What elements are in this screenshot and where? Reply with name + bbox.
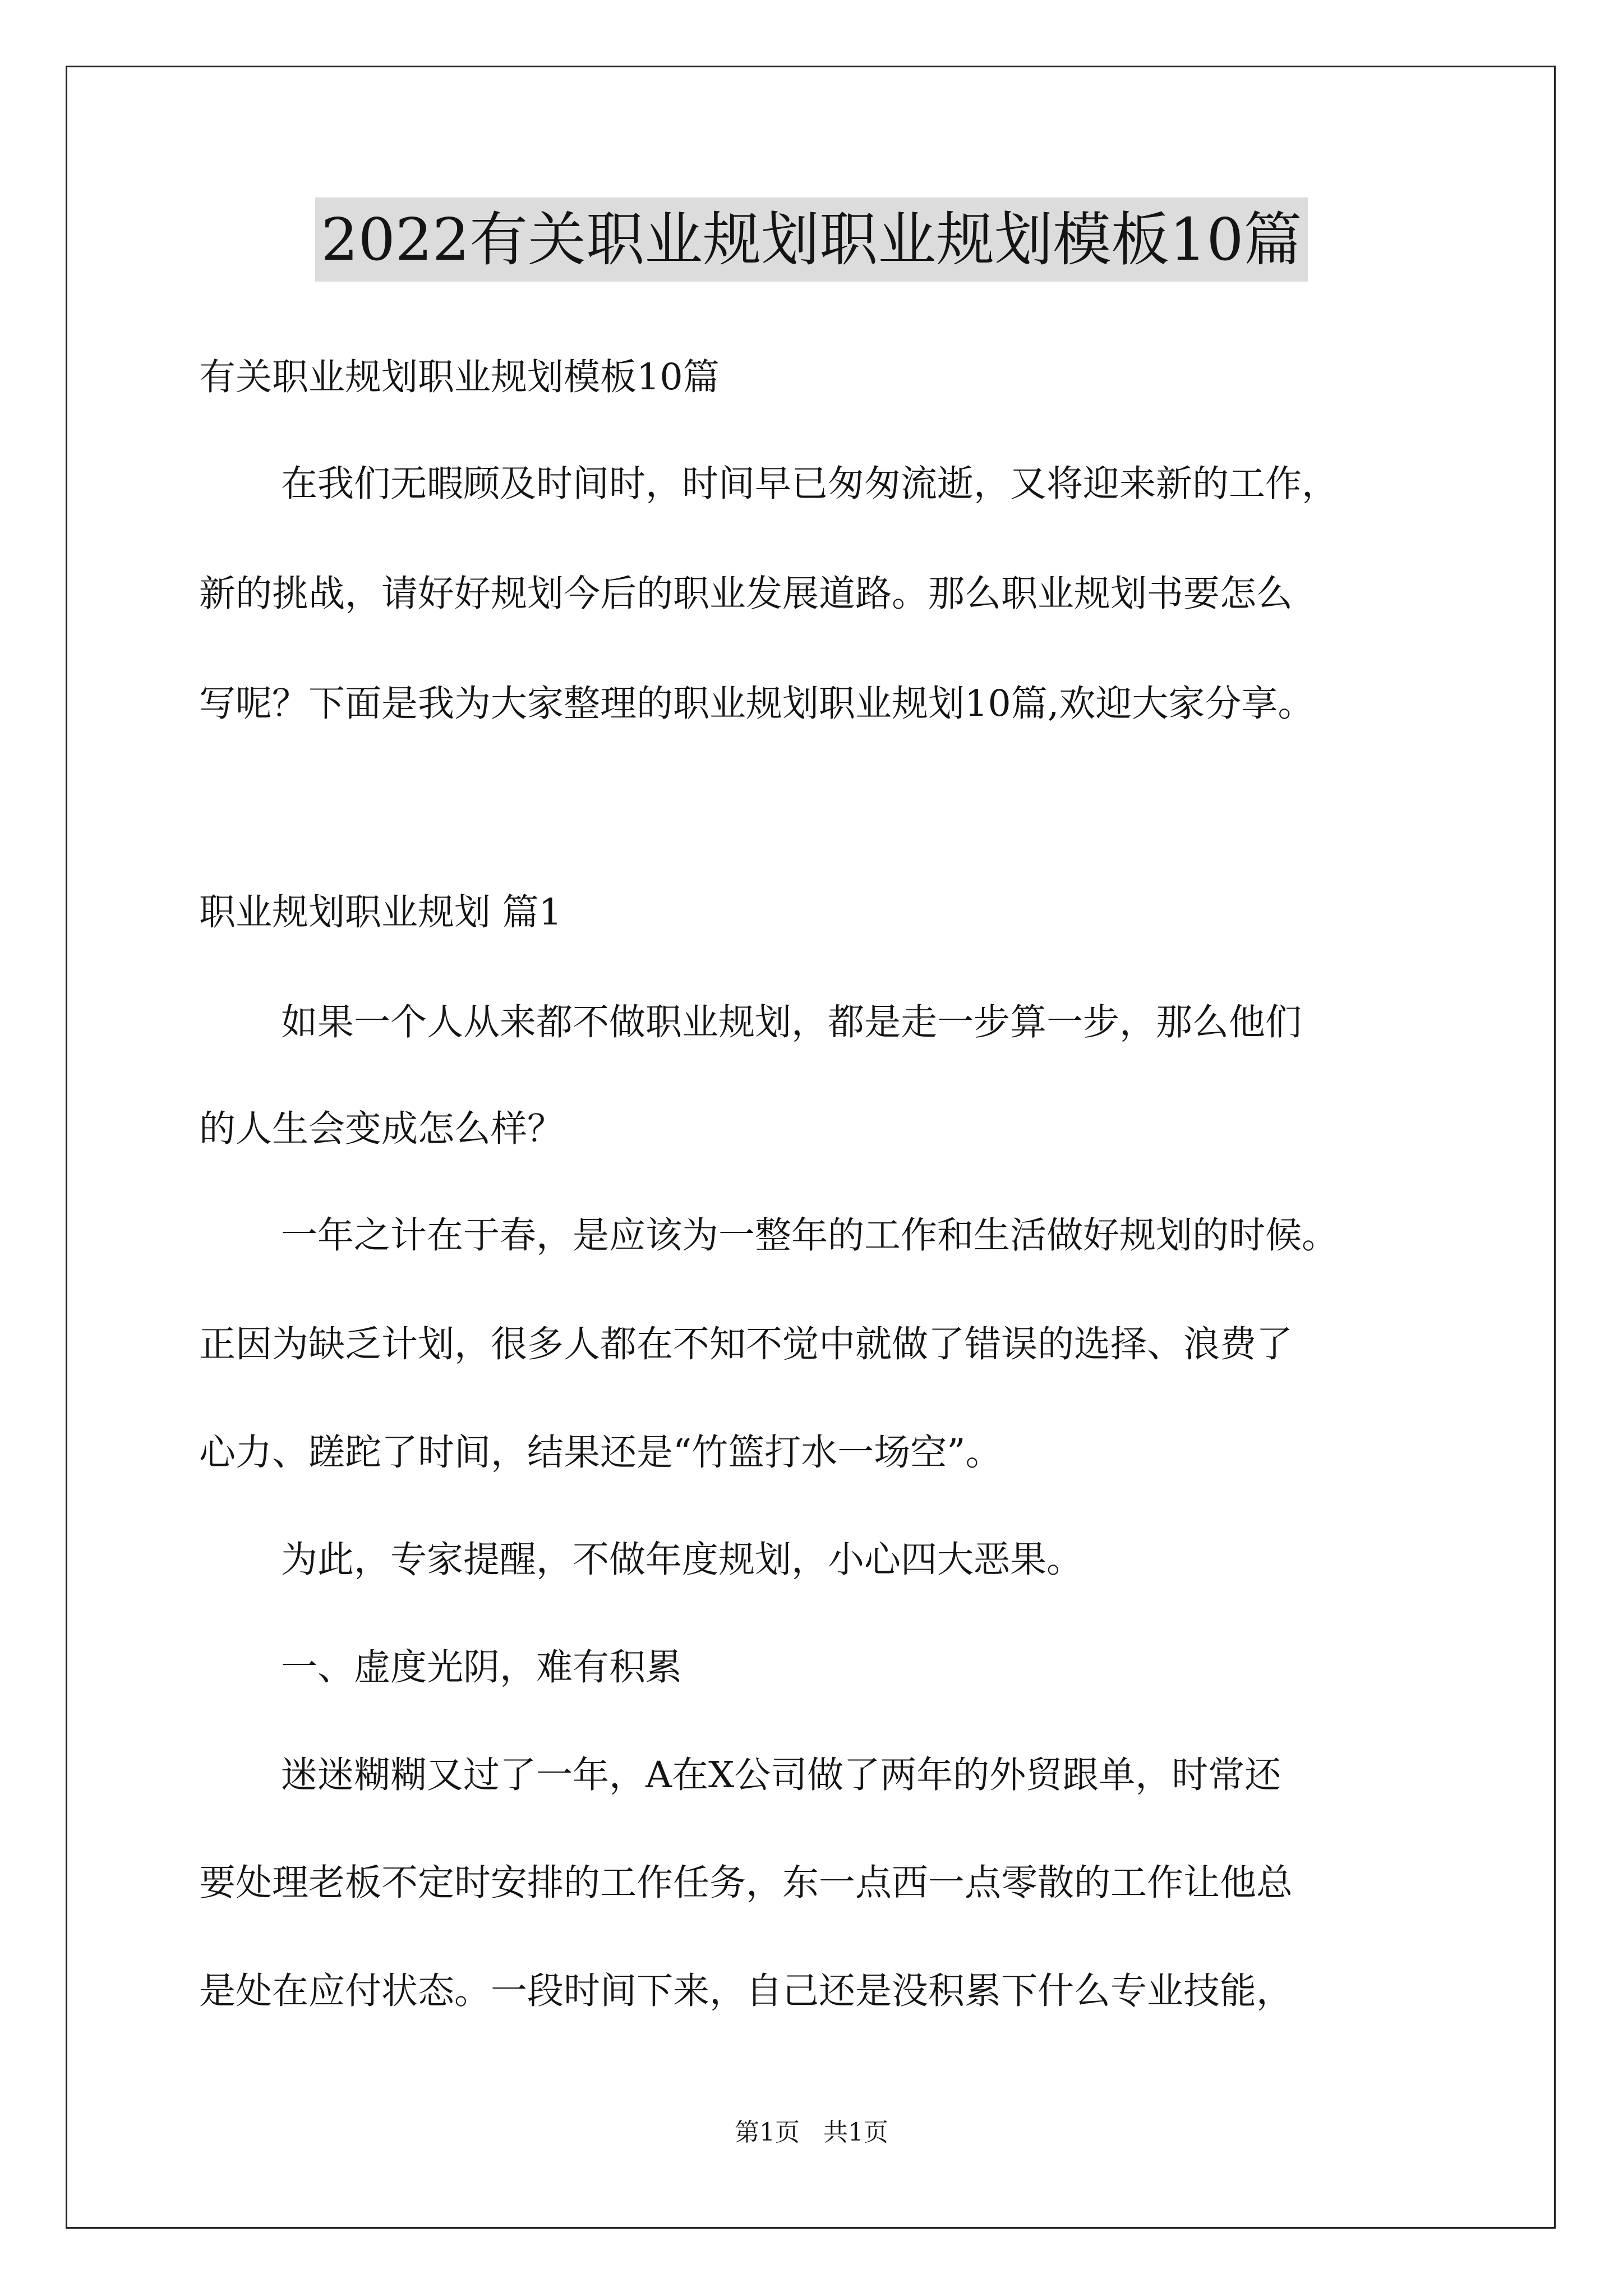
body-line-4: 正因为缺乏计划，很多人都在不知不觉中就做了错误的选择、浪费了 [199, 1323, 1293, 1365]
intro-line-2: 新的挑战，请好好规划今后的职业发展道路。那么职业规划书要怎么 [199, 573, 1293, 615]
body-line-8: 迷迷糊糊又过了一年，A在X公司做了两年的外贸跟单，时常还 [281, 1754, 1281, 1796]
body-line-10: 是处在应付状态。一段时间下来，自己还是没积累下什么专业技能， [199, 1970, 1293, 2012]
body-line-9: 要处理老板不定时安排的工作任务，东一点西一点零散的工作让他总 [199, 1862, 1293, 1904]
body-line-1: 如果一个人从来都不做职业规划，都是走一步算一步，那么他们 [281, 1001, 1302, 1043]
page-footer: 第1页 共1页 [735, 2118, 888, 2147]
body-line-6: 为此，专家提醒，不做年度规划，小心四大恶果。 [281, 1539, 1083, 1581]
body-line-2: 的人生会变成怎么样？ [199, 1108, 564, 1150]
body-line-3: 一年之计在于春，是应该为一整年的工作和生活做好规划的时候。 [281, 1214, 1339, 1257]
body-line-7: 一、虚度光阴，难有积累 [281, 1646, 683, 1688]
intro-line-1: 在我们无暇顾及时间时，时间早已匆匆流逝，又将迎来新的工作， [281, 463, 1339, 505]
section-heading: 职业规划职业规划 篇1 [199, 891, 562, 933]
document-subtitle: 有关职业规划职业规划模板10篇 [199, 356, 720, 398]
title-container [0, 197, 1623, 282]
intro-line-3: 写呢？下面是我为大家整理的职业规划职业规划10篇,欢迎大家分享。 [199, 683, 1315, 725]
document-title: 2022有关职业规划职业规划模板10篇 [315, 197, 1307, 282]
body-line-5: 心力、蹉跎了时间，结果还是“竹篮打水一场空”。 [199, 1432, 1002, 1474]
